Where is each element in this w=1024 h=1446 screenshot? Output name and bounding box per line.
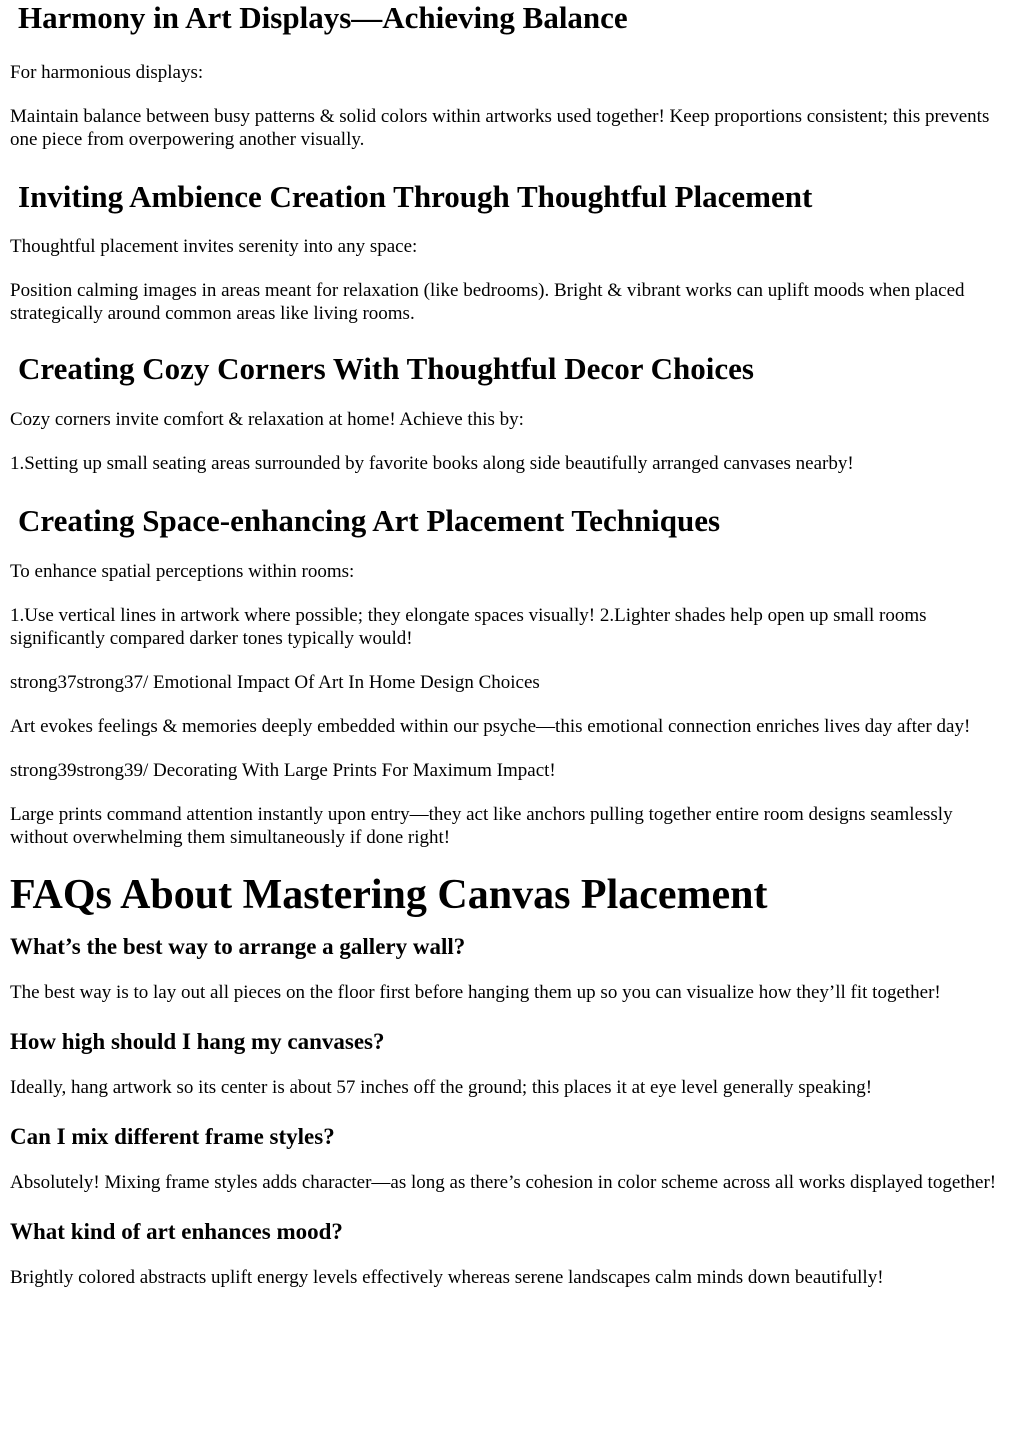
faq-question: What’s the best way to arrange a gallery wall? bbox=[10, 934, 466, 959]
faq-question: How high should I hang my canvases? bbox=[10, 1029, 385, 1054]
faq-title: FAQs About Mastering Canvas Placement bbox=[10, 872, 768, 918]
section-intro-space: To enhance spatial perceptions within rooms: bbox=[10, 561, 355, 582]
section-heading-harmony: Harmony in Art Displays—Achieving Balance bbox=[18, 0, 628, 35]
faq-answer: Absolutely! Mixing frame styles adds character—as long as there’s cohesion in color scheme across all works displayed together! bbox=[10, 1172, 997, 1193]
extra-body-emotional: Art evokes feelings & memories deeply embedded within our psyche—this emotional connection enriches lives day after day! bbox=[10, 716, 971, 737]
section-body-harmony: Maintain balance between busy patterns & solid colors within artworks used together! Keep proportions consistent; this prevents one piece from overpowering another visually. bbox=[10, 106, 990, 150]
faq-question: Can I mix different frame styles? bbox=[10, 1124, 335, 1149]
extra-body-large-prints: Large prints command attention instantly upon entry—they act like anchors pulling together entire room designs seamlessly without overwhelming them simultaneously if done right! bbox=[10, 804, 953, 848]
section-body-ambience: Position calming images in areas meant for relaxation (like bedrooms). Bright & vibrant works can uplift moods when placed strategically around common areas like living rooms. bbox=[10, 280, 965, 324]
section-heading-cozy: Creating Cozy Corners With Thoughtful Decor Choices bbox=[18, 351, 754, 386]
section-heading-space: Creating Space-enhancing Art Placement Techniques bbox=[18, 503, 721, 538]
extra-label-emotional: strong37strong37/ Emotional Impact Of Art In Home Design Choices bbox=[10, 672, 540, 693]
extra-label-large-prints: strong39strong39/ Decorating With Large Prints For Maximum Impact! bbox=[10, 760, 556, 781]
section-intro-cozy: Cozy corners invite comfort & relaxation at home! Achieve this by: bbox=[10, 409, 524, 430]
section-heading-ambience: Inviting Ambience Creation Through Thoughtful Placement bbox=[18, 179, 813, 214]
faq-answer: Ideally, hang artwork so its center is about 57 inches off the ground; this places it at eye level generally speaking! bbox=[10, 1077, 873, 1098]
section-intro-ambience: Thoughtful placement invites serenity into any space: bbox=[10, 236, 418, 257]
faq-answer: The best way is to lay out all pieces on the floor first before hanging them up so you can visualize how they’ll fit together! bbox=[10, 982, 941, 1003]
section-body-space: 1.Use vertical lines in artwork where possible; they elongate spaces visually! 2.Lighter shades help open up small rooms significantly compared darker tones typically would! bbox=[10, 605, 927, 649]
section-intro-harmony: For harmonious displays: bbox=[10, 62, 204, 83]
section-body-cozy: 1.Setting up small seating areas surrounded by favorite books along side beautifully arranged canvases nearby! bbox=[10, 453, 854, 474]
faq-question: What kind of art enhances mood? bbox=[10, 1219, 343, 1244]
faq-answer: Brightly colored abstracts uplift energy levels effectively whereas serene landscapes calm minds down beautifully! bbox=[10, 1267, 884, 1288]
